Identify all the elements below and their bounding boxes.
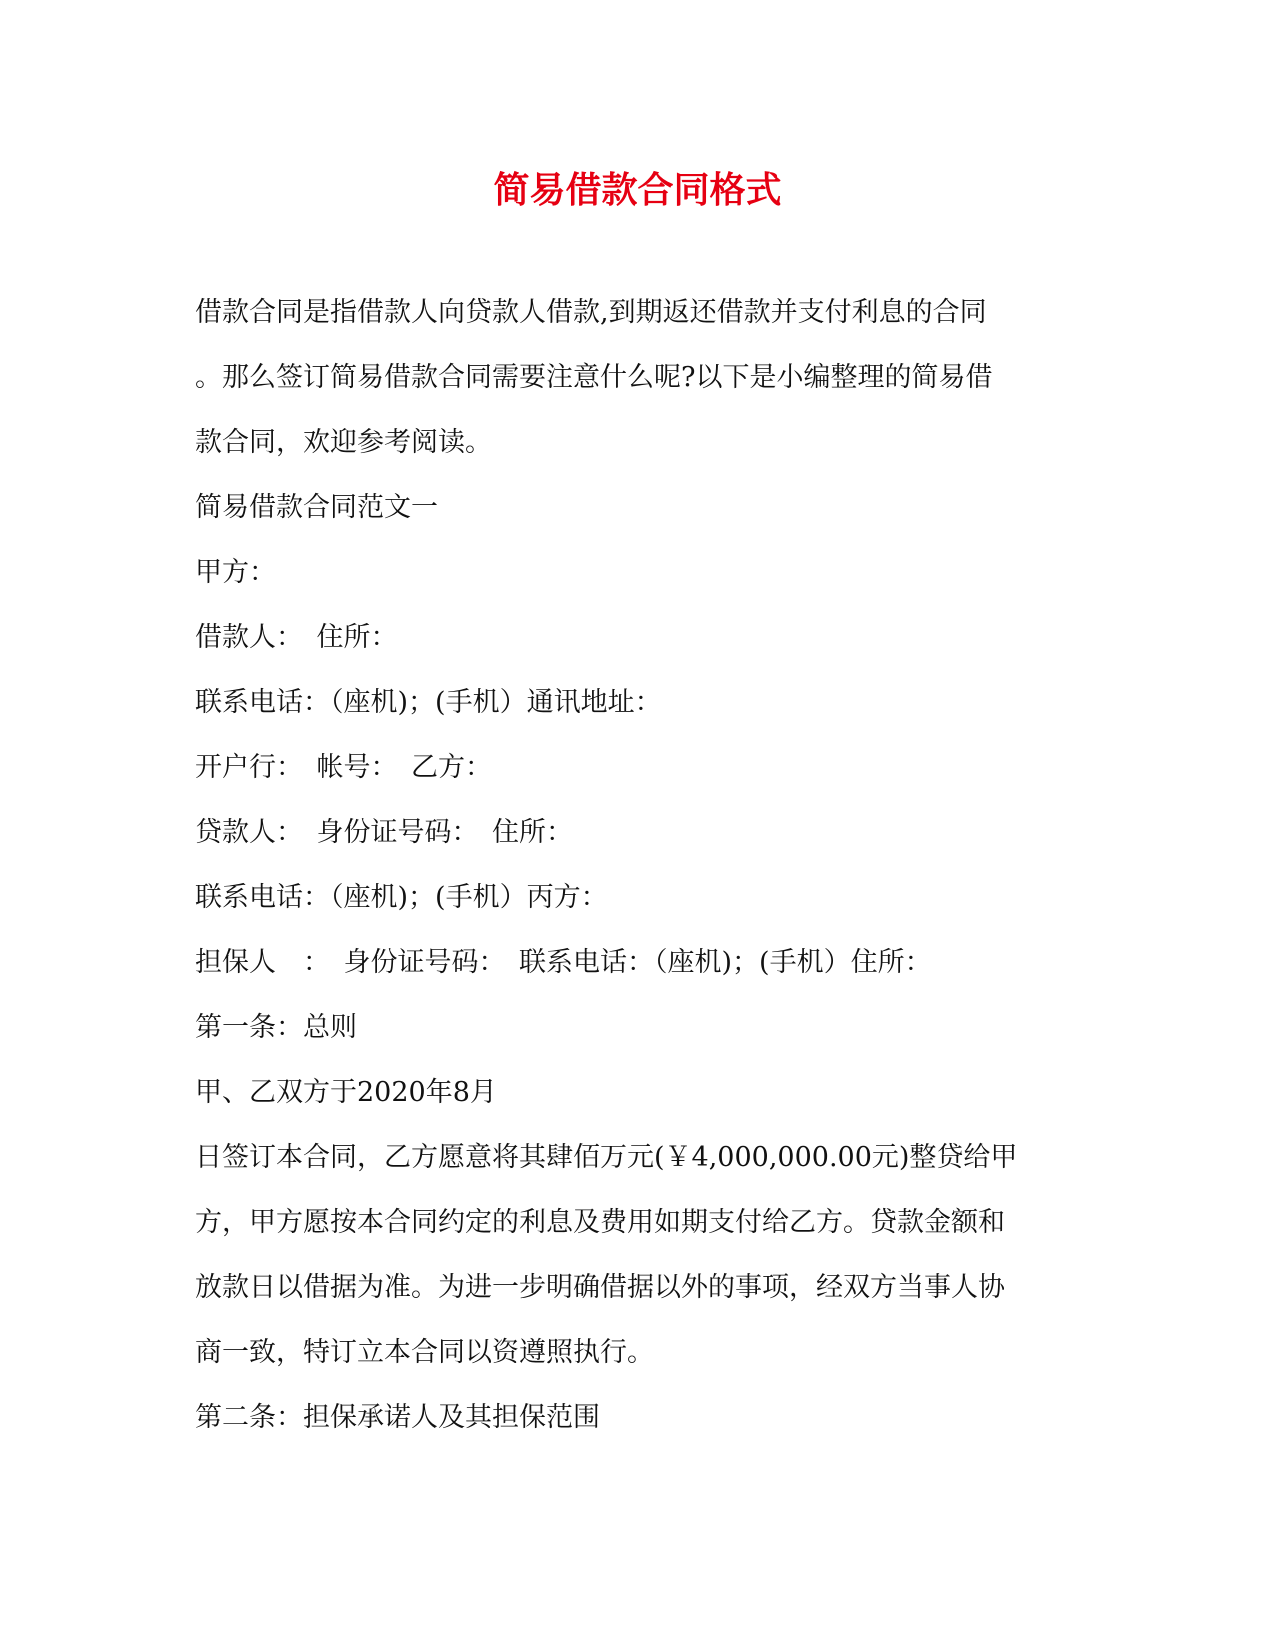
guarantor-field: 担保人 ： 身份证号码： 联系电话：（座机)；(手机）住所：	[195, 947, 932, 978]
bank-field: 开户行： 帐号： 乙方：	[195, 752, 492, 783]
body-line: 日签订本合同，乙方愿意将其肆佰万元(￥4,000,000.00元)整贷给甲	[195, 1142, 1018, 1173]
section-heading: 简易借款合同范文一	[195, 492, 438, 523]
body-line: 方，甲方愿按本合同约定的利息及费用如期支付给乙方。贷款金额和	[195, 1207, 1005, 1238]
lender-field: 贷款人： 身份证号码： 住所：	[195, 817, 573, 848]
party-a-label: 甲方：	[195, 557, 276, 588]
body-line: 放款日以借据为准。为进一步明确借据以外的事项，经双方当事人协	[195, 1272, 1005, 1303]
article-heading: 第一条：总则	[195, 1012, 357, 1043]
document-body	[195, 280, 1075, 1450]
contact-field: 联系电话：（座机)；(手机）通讯地址：	[195, 687, 662, 718]
contact-field: 联系电话：（座机)；(手机）丙方：	[195, 882, 608, 913]
body-line: 。那么签订简易借款合同需要注意什么呢?以下是小编整理的简易借	[195, 362, 993, 393]
document-title: 简易借款合同格式	[493, 169, 782, 211]
body-line: 款合同，欢迎参考阅读。	[195, 427, 492, 458]
body-line: 商一致，特订立本合同以资遵照执行。	[195, 1337, 654, 1368]
body-line: 甲、乙双方于2020年8月	[195, 1077, 497, 1108]
body-line: 借款合同是指借款人向贷款人借款,到期返还借款并支付利息的合同	[195, 297, 987, 328]
article-heading: 第二条：担保承诺人及其担保范围	[195, 1402, 600, 1433]
borrower-field: 借款人： 住所：	[195, 622, 398, 653]
